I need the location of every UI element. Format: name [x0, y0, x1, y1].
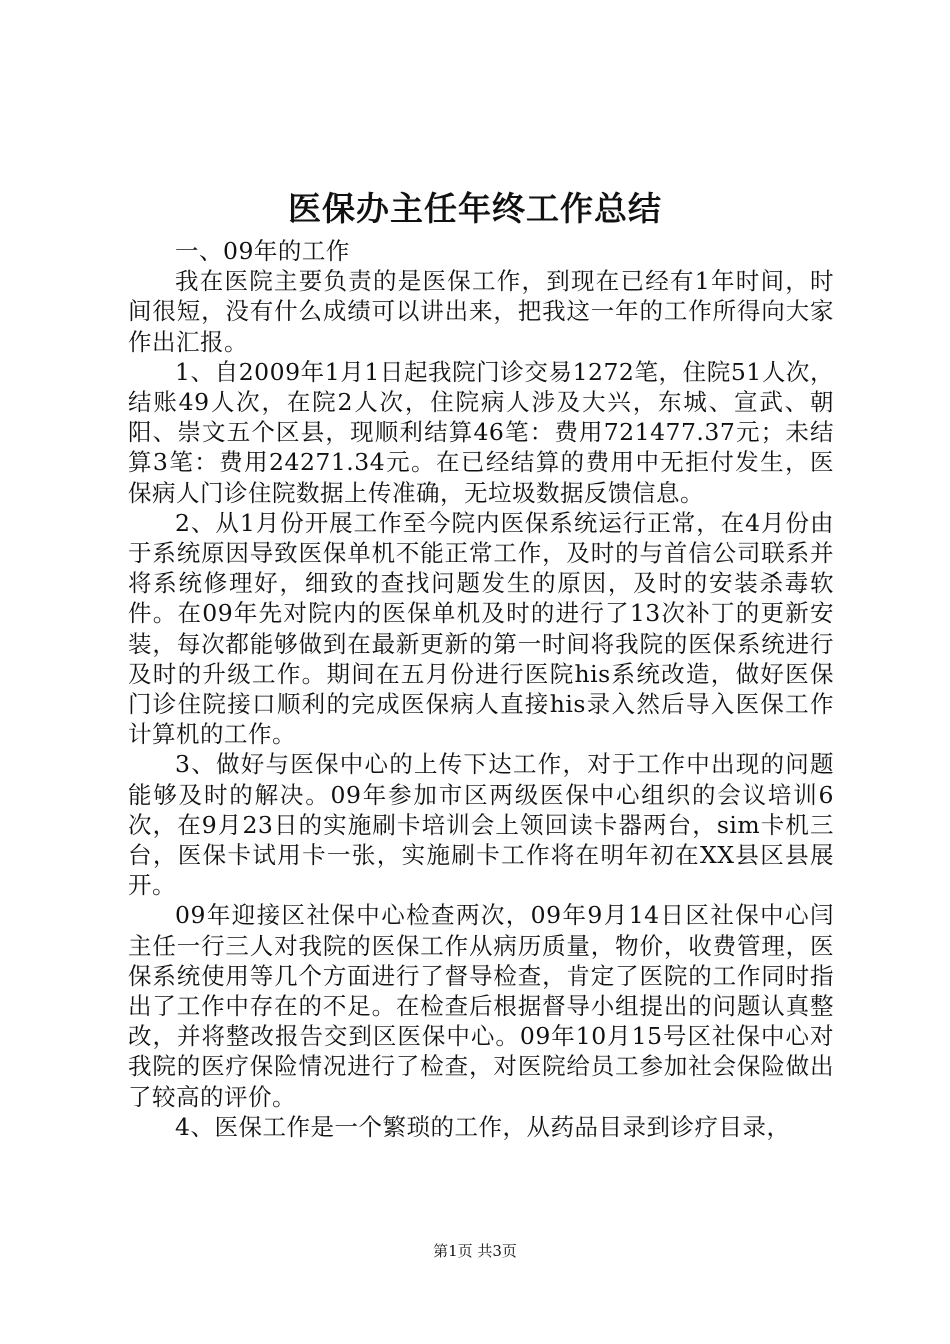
paragraph-item-3: 3、做好与医保中心的上传下达工作，对于工作中出现的问题能够及时的解决。09年参加市区两级医保中心组织的会议培训6次，在9月23日的实施刷卡培训会上领回读卡器两台，sim卡机三台，医保卡试用卡一张，实施刷卡工作将在明年初在XX县区县展开。 — [128, 750, 834, 900]
page-footer: 第1页 共3页 — [433, 1242, 517, 1260]
paragraph-item-2: 2、从1月份开展工作至今院内医保系统运行正常，在4月份由于系统原因导致医保单机不能正常工作，及时的与首信公司联系并将系统修理好，细致的查找问题发生的原因，及时的安装杀毒软件。在09年先对院内的医保单机及时的进行了13次补丁的更新安装，每次都能够做到在最新更新的第一时间将我院的医保系统进行及时的升级工作。期间在五月份进行医院his系统改造，做好医保门诊住院接口顺利的完成医保病人直接his录入然后导入医保工作计算机的工作。 — [128, 508, 834, 749]
paragraph-item-1: 1、自2009年1月1日起我院门诊交易1272笔，住院51人次，结账49人次，在院2人次，住院病人涉及大兴，东城、宣武、朝阳、崇文五个区县，现顺利结算46笔：费用721477.37元；未结算3笔：费用24271.34元。在已经结算的费用中无拒付发生，医保病人门诊住院数据上传准确，无垃圾数据反馈信息。 — [128, 357, 834, 507]
document-title: 医保办主任年终工作总结 — [288, 189, 662, 228]
paragraph-item-4: 4、医保工作是一个繁琐的工作，从药品目录到诊疗目录， — [175, 1112, 791, 1141]
section-heading: 一、09年的工作 — [175, 237, 350, 265]
paragraph-intro: 我在医院主要负责的是医保工作，到现在已经有1年时间，时间很短，没有什么成绩可以讲出来，把我这一年的工作所得向大家作出汇报。 — [128, 267, 834, 356]
document-body — [128, 236, 834, 1142]
paragraph-inspection: 09年迎接区社保中心检查两次，09年9月14日区社保中心闫主任一行三人对我院的医保工作从病历质量，物价，收费管理，医保系统使用等几个方面进行了督导检查，肯定了医院的工作同时指出了工作中存在的不足。在检查后根据督导小组提出的问题认真整改，并将整改报告交到区医保中心。09年10月15号区社保中心对我院的医疗保险情况进行了检查，对医院给员工参加社会保险做出了较高的评价。 — [128, 901, 834, 1111]
